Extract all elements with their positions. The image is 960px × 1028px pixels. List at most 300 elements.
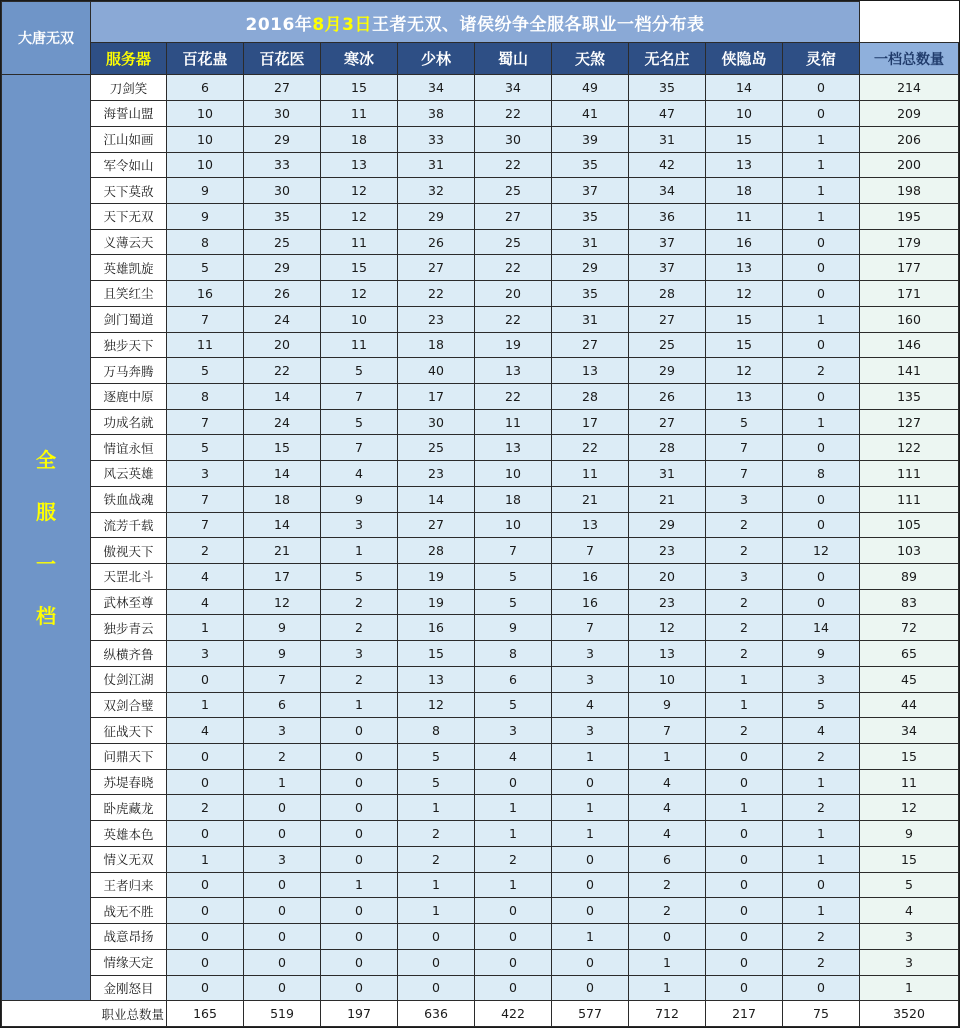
value-cell: 20 [244,332,321,358]
value-cell: 7 [706,435,783,461]
table-row [2,203,959,229]
table-row [2,461,959,487]
value-cell: 5 [475,692,552,718]
value-cell: 1 [398,872,475,898]
value-cell: 3 [783,666,860,692]
value-cell: 0 [167,769,244,795]
value-cell: 12 [629,615,706,641]
title-suffix: 王者无双、诸侯纷争全服各职业一档分布表 [372,14,705,35]
value-cell: 13 [706,383,783,409]
value-cell: 14 [398,486,475,512]
value-cell: 3 [321,641,398,667]
value-cell: 10 [321,306,398,332]
value-cell: 0 [244,795,321,821]
value-cell: 7 [706,461,783,487]
value-cell: 16 [167,281,244,307]
value-cell: 33 [398,126,475,152]
value-cell: 15 [706,126,783,152]
table-row [2,306,959,332]
value-cell: 30 [475,126,552,152]
row-total-cell: 200 [860,152,959,178]
server-name-cell: 战无不胜 [91,898,167,924]
table-row [2,589,959,615]
value-cell: 0 [783,383,860,409]
value-cell: 0 [321,744,398,770]
row-total-cell: 3 [860,924,959,950]
value-cell: 7 [475,538,552,564]
row-total-cell: 4 [860,898,959,924]
value-cell: 13 [706,152,783,178]
value-cell: 39 [552,126,629,152]
value-cell: 5 [783,692,860,718]
table-row [2,126,959,152]
value-cell: 0 [783,512,860,538]
value-cell: 17 [552,409,629,435]
value-cell: 4 [167,589,244,615]
value-cell: 10 [475,461,552,487]
row-total-cell: 209 [860,101,959,127]
footer-value-cell: 577 [552,1001,629,1027]
row-total-cell: 160 [860,306,959,332]
value-cell: 1 [321,538,398,564]
row-total-cell: 122 [860,435,959,461]
value-cell: 1 [475,872,552,898]
row-total-cell: 1 [860,975,959,1001]
value-cell: 29 [629,512,706,538]
value-cell: 1 [321,872,398,898]
row-total-cell: 5 [860,872,959,898]
value-cell: 2 [706,512,783,538]
value-cell: 14 [783,615,860,641]
server-name-cell: 情谊永恒 [91,435,167,461]
value-cell: 3 [167,461,244,487]
value-cell: 7 [244,666,321,692]
table-row [2,795,959,821]
footer-value-cell: 75 [783,1001,860,1027]
value-cell: 0 [167,666,244,692]
table-row [2,692,959,718]
value-cell: 0 [783,281,860,307]
row-total-cell: 103 [860,538,959,564]
value-cell: 0 [706,949,783,975]
value-cell: 1 [706,795,783,821]
value-cell: 22 [552,435,629,461]
value-cell: 22 [475,306,552,332]
value-cell: 29 [244,255,321,281]
table-row [2,486,959,512]
row-total-cell: 195 [860,203,959,229]
value-cell: 5 [398,744,475,770]
value-cell: 0 [321,769,398,795]
value-cell: 0 [321,846,398,872]
value-cell: 2 [398,821,475,847]
value-cell: 1 [552,795,629,821]
value-cell: 0 [321,795,398,821]
value-cell: 0 [398,975,475,1001]
value-cell: 0 [321,718,398,744]
side-label [2,75,91,1001]
value-cell: 0 [552,846,629,872]
value-cell: 1 [783,898,860,924]
value-cell: 11 [475,409,552,435]
corner-label: 大唐无双 [2,2,91,75]
table-row [2,75,959,101]
header-class: 寒冰 [321,43,398,75]
value-cell: 34 [629,178,706,204]
value-cell: 25 [629,332,706,358]
value-cell: 34 [475,75,552,101]
value-cell: 16 [398,615,475,641]
server-name-cell: 双剑合璧 [91,692,167,718]
value-cell: 0 [706,872,783,898]
value-cell: 27 [552,332,629,358]
header-class: 无名庄 [629,43,706,75]
value-cell: 38 [398,101,475,127]
value-cell: 1 [629,975,706,1001]
value-cell: 14 [706,75,783,101]
value-cell: 0 [706,898,783,924]
value-cell: 12 [244,589,321,615]
value-cell: 18 [244,486,321,512]
header-class: 百花医 [244,43,321,75]
value-cell: 26 [629,383,706,409]
value-cell: 10 [167,126,244,152]
value-cell: 1 [167,846,244,872]
row-total-cell: 141 [860,358,959,384]
value-cell: 9 [167,178,244,204]
value-cell: 0 [244,898,321,924]
value-cell: 0 [398,949,475,975]
value-cell: 11 [321,229,398,255]
value-cell: 3 [706,564,783,590]
value-cell: 22 [398,281,475,307]
value-cell: 0 [244,975,321,1001]
value-cell: 0 [783,564,860,590]
value-cell: 4 [167,564,244,590]
title-date: 8月3日 [312,14,372,35]
value-cell: 8 [398,718,475,744]
value-cell: 15 [321,255,398,281]
value-cell: 0 [321,924,398,950]
table-row [2,898,959,924]
row-total-cell: 179 [860,229,959,255]
value-cell: 1 [706,692,783,718]
row-total-cell: 127 [860,409,959,435]
value-cell: 5 [167,255,244,281]
value-cell: 19 [398,564,475,590]
value-cell: 24 [244,409,321,435]
value-cell: 13 [321,152,398,178]
table-row [2,409,959,435]
value-cell: 0 [167,872,244,898]
value-cell: 7 [552,538,629,564]
value-cell: 2 [398,846,475,872]
row-total-cell: 89 [860,564,959,590]
distribution-table [1,1,959,1027]
value-cell: 18 [321,126,398,152]
value-cell: 0 [706,821,783,847]
value-cell: 13 [552,512,629,538]
row-total-cell: 12 [860,795,959,821]
value-cell: 3 [552,718,629,744]
footer-value-cell: 712 [629,1001,706,1027]
value-cell: 4 [552,692,629,718]
value-cell: 4 [783,718,860,744]
value-cell: 1 [167,615,244,641]
server-name-cell: 纵横齐鲁 [91,641,167,667]
table-row [2,281,959,307]
value-cell: 7 [167,409,244,435]
footer-value-cell: 519 [244,1001,321,1027]
server-name-cell: 武林至尊 [91,589,167,615]
value-cell: 40 [398,358,475,384]
value-cell: 1 [783,409,860,435]
value-cell: 0 [167,744,244,770]
value-cell: 0 [629,924,706,950]
server-name-cell: 天下莫敌 [91,178,167,204]
value-cell: 4 [629,769,706,795]
value-cell: 28 [552,383,629,409]
value-cell: 12 [321,203,398,229]
value-cell: 28 [629,435,706,461]
value-cell: 6 [629,846,706,872]
value-cell: 26 [398,229,475,255]
value-cell: 31 [552,306,629,332]
server-name-cell: 金刚怒目 [91,975,167,1001]
value-cell: 2 [475,846,552,872]
value-cell: 5 [475,564,552,590]
value-cell: 14 [244,512,321,538]
value-cell: 35 [244,203,321,229]
value-cell: 27 [629,409,706,435]
server-name-cell: 天罡北斗 [91,564,167,590]
value-cell: 3 [244,718,321,744]
value-cell: 25 [475,178,552,204]
server-name-cell: 流芳千载 [91,512,167,538]
value-cell: 0 [167,821,244,847]
side-label-char: 全 [36,447,56,472]
value-cell: 2 [629,898,706,924]
value-cell: 5 [167,358,244,384]
value-cell: 28 [398,538,475,564]
value-cell: 3 [244,846,321,872]
value-cell: 12 [783,538,860,564]
value-cell: 9 [783,641,860,667]
value-cell: 11 [552,461,629,487]
value-cell: 0 [475,924,552,950]
value-cell: 16 [706,229,783,255]
table-row [2,924,959,950]
value-cell: 21 [244,538,321,564]
value-cell: 32 [398,178,475,204]
value-cell: 2 [783,358,860,384]
value-cell: 27 [244,75,321,101]
value-cell: 4 [629,795,706,821]
value-cell: 22 [475,255,552,281]
value-cell: 0 [244,924,321,950]
row-total-cell: 105 [860,512,959,538]
value-cell: 0 [475,898,552,924]
value-cell: 0 [244,872,321,898]
value-cell: 28 [629,281,706,307]
row-total-cell: 44 [860,692,959,718]
value-cell: 0 [167,924,244,950]
value-cell: 5 [706,409,783,435]
row-total-cell: 111 [860,486,959,512]
value-cell: 16 [552,564,629,590]
value-cell: 35 [552,152,629,178]
value-cell: 2 [706,718,783,744]
server-name-cell: 情义无双 [91,846,167,872]
row-total-cell: 34 [860,718,959,744]
value-cell: 3 [552,641,629,667]
server-name-cell: 独步青云 [91,615,167,641]
value-cell: 1 [783,126,860,152]
value-cell: 2 [321,589,398,615]
table-row [2,101,959,127]
server-name-cell: 风云英雄 [91,461,167,487]
value-cell: 37 [552,178,629,204]
value-cell: 0 [783,486,860,512]
server-name-cell: 刀剑笑 [91,75,167,101]
table-row [2,872,959,898]
row-total-cell: 72 [860,615,959,641]
page-title [91,2,860,43]
footer-value-cell: 197 [321,1001,398,1027]
table-row [2,332,959,358]
value-cell: 31 [398,152,475,178]
value-cell: 3 [552,666,629,692]
value-cell: 18 [706,178,783,204]
row-total-cell: 3 [860,949,959,975]
value-cell: 22 [475,101,552,127]
value-cell: 1 [552,821,629,847]
value-cell: 31 [629,461,706,487]
value-cell: 25 [398,435,475,461]
value-cell: 5 [321,409,398,435]
value-cell: 7 [552,615,629,641]
table-row [2,255,959,281]
table-row [2,178,959,204]
server-name-cell: 征战天下 [91,718,167,744]
value-cell: 11 [706,203,783,229]
value-cell: 12 [398,692,475,718]
value-cell: 0 [475,769,552,795]
value-cell: 1 [783,178,860,204]
value-cell: 2 [167,538,244,564]
value-cell: 2 [783,795,860,821]
value-cell: 18 [398,332,475,358]
table-row [2,229,959,255]
value-cell: 0 [783,872,860,898]
value-cell: 9 [244,641,321,667]
table-row [2,383,959,409]
value-cell: 14 [244,383,321,409]
value-cell: 1 [629,744,706,770]
value-cell: 0 [706,924,783,950]
table-row [2,666,959,692]
server-name-cell: 军令如山 [91,152,167,178]
value-cell: 1 [783,769,860,795]
row-total-cell: 171 [860,281,959,307]
value-cell: 37 [629,229,706,255]
value-cell: 16 [552,589,629,615]
value-cell: 15 [706,332,783,358]
server-name-cell: 苏堤春晓 [91,769,167,795]
value-cell: 1 [475,795,552,821]
value-cell: 13 [475,358,552,384]
value-cell: 5 [398,769,475,795]
value-cell: 21 [629,486,706,512]
value-cell: 9 [321,486,398,512]
value-cell: 8 [475,641,552,667]
value-cell: 17 [244,564,321,590]
value-cell: 14 [244,461,321,487]
value-cell: 0 [552,872,629,898]
value-cell: 27 [629,306,706,332]
footer-value-cell: 636 [398,1001,475,1027]
value-cell: 1 [629,949,706,975]
value-cell: 0 [475,949,552,975]
value-cell: 20 [475,281,552,307]
table-row [2,641,959,667]
value-cell: 10 [167,101,244,127]
value-cell: 24 [244,306,321,332]
header-class: 天煞 [552,43,629,75]
server-name-cell: 卧虎藏龙 [91,795,167,821]
value-cell: 7 [629,718,706,744]
value-cell: 25 [475,229,552,255]
value-cell: 0 [706,846,783,872]
table-row [2,435,959,461]
header-class: 少林 [398,43,475,75]
value-cell: 11 [167,332,244,358]
side-label-char: 档 [36,603,56,628]
value-cell: 0 [783,101,860,127]
table-row [2,975,959,1001]
value-cell: 2 [706,589,783,615]
value-cell: 0 [706,975,783,1001]
value-cell: 34 [398,75,475,101]
value-cell: 2 [244,744,321,770]
table-row [2,718,959,744]
footer-value-cell: 165 [167,1001,244,1027]
value-cell: 0 [398,924,475,950]
value-cell: 4 [475,744,552,770]
value-cell: 0 [321,949,398,975]
value-cell: 4 [629,821,706,847]
table-row [2,949,959,975]
footer-value-cell: 217 [706,1001,783,1027]
value-cell: 36 [629,203,706,229]
value-cell: 7 [167,306,244,332]
value-cell: 4 [321,461,398,487]
value-cell: 3 [167,641,244,667]
value-cell: 10 [167,152,244,178]
value-cell: 7 [321,435,398,461]
value-cell: 2 [783,949,860,975]
row-total-cell: 9 [860,821,959,847]
value-cell: 1 [783,306,860,332]
value-cell: 0 [321,821,398,847]
row-total-cell: 15 [860,846,959,872]
value-cell: 9 [244,615,321,641]
value-cell: 31 [629,126,706,152]
value-cell: 1 [783,821,860,847]
value-cell: 7 [167,512,244,538]
value-cell: 8 [167,229,244,255]
value-cell: 1 [552,924,629,950]
